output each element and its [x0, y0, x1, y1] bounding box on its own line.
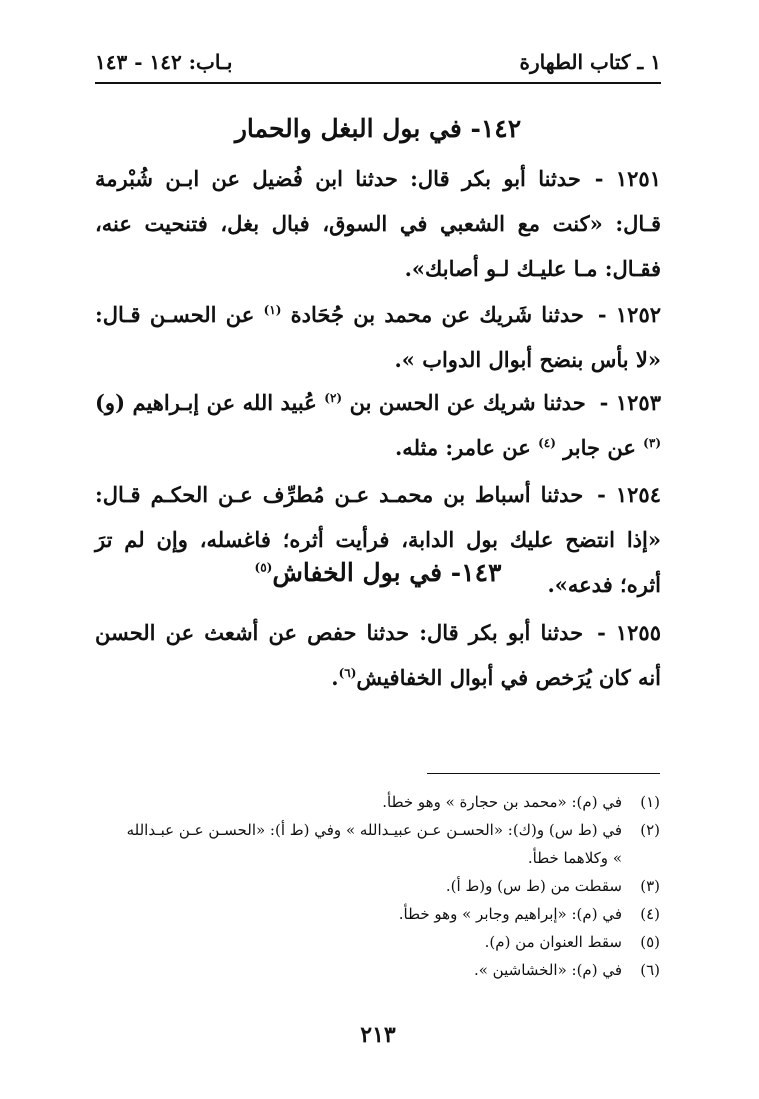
hadith-text: حدثنا شَريك عن محمد بن جُحَادة [290, 302, 584, 327]
chapter-range: بـاب: ١٤٢ - ١٤٣ [95, 50, 233, 74]
hadith-number: ١٢٥٤ - [597, 482, 661, 507]
hadith-number: ١٢٥٢ - [597, 302, 662, 327]
book-title: ١ ـ كتاب الطهارة [519, 50, 661, 74]
hadith-text: عن الحسـن قـال: «لا بأس بنضح أبوال الدواب ». [95, 302, 661, 372]
footnote-ref[interactable]: (٥) [254, 560, 273, 575]
footnote-ref[interactable]: (٤) [538, 436, 556, 450]
hadith-text: حدثنا أبو بكر قال: حدثنا ابن فُضيل عن ابـن شُبْرمة قـال: «كنت مع الشعبي في السوق، فبال بغل، فتنحيت عنه، فقـال: مـا عليـك لـو أصابك». [95, 166, 661, 281]
section-title-142 [95, 114, 661, 143]
footnote-2 [120, 816, 660, 872]
hadith-number: ١٢٥٥ - [597, 620, 661, 645]
hadith-1251 [95, 156, 661, 291]
footnote-ref[interactable]: (٢) [324, 391, 343, 405]
hadith-1252 [95, 292, 661, 382]
footnote-4 [120, 900, 660, 928]
footnote-3 [120, 872, 660, 900]
hadith-number: ١٢٥١ - [594, 166, 661, 191]
hadith-text: حدثنا شريك عن الحسن بن [349, 390, 586, 415]
hadith-text: حدثنا أسباط بن محمـد عـن مُطرِّف عـن الحكـم قـال: «إذا انتضح عليك بول الدابة، فرأيت أثره؛ فاغسله، وإن لم ترَ أثره؛ فدعه». [95, 482, 661, 597]
section-title-text: ١٤٢- في بول البغل والحمار [234, 114, 522, 143]
footnote-ref[interactable]: (٣) [643, 436, 661, 450]
footnote-number: (٦) [640, 961, 660, 979]
footnote-ref[interactable]: (٦) [338, 666, 357, 680]
running-header [95, 48, 661, 82]
hadith-number: ١٢٥٣ - [599, 390, 661, 415]
footnote-6 [120, 956, 660, 984]
hadith-text: عن عامر: مثله. [395, 435, 531, 460]
hadith-1255 [95, 610, 661, 700]
footnote-ref[interactable]: (١) [263, 303, 282, 317]
hadith-1253 [95, 380, 661, 470]
footnote-number: (٢) [640, 821, 660, 839]
footnote-text: في (ط س) و(ك): «الحسـن عـن عبيـدالله » وفي (ط أ): «الحسـن عـن عبـدالله » وكلاهما خطأ. [126, 821, 622, 867]
footnote-1 [120, 788, 660, 816]
footnote-text: سقطت من (ط س) و(ط أ). [445, 877, 622, 895]
header-rule [95, 82, 661, 84]
hadith-text: عُبيد الله عن إبـراهيم (و) [95, 390, 317, 415]
section-title-text: ١٤٣- في بول الخفاش [272, 558, 502, 587]
footnote-rule [427, 773, 660, 774]
footnote-text: سقط العنوان من (م). [484, 933, 622, 951]
footnotes [120, 788, 660, 984]
hadith-text: . [331, 665, 339, 690]
footnote-text: في (م): «إبراهيم وجابر » وهو خطأ. [398, 905, 622, 923]
footnote-5 [120, 928, 660, 956]
footnote-text: في (م): «الخشاشين ». [473, 961, 622, 979]
hadith-text: عن جابر [563, 435, 636, 460]
section-title-143 [95, 558, 661, 587]
hadith-text: حدثنا أبو بكر قال: حدثنا حفص عن أشعث عن الحسن أنه كان يُرَخص في أبوال الخفافيش [95, 620, 661, 690]
footnote-number: (١) [640, 793, 660, 811]
page-number: ٢١٣ [360, 1022, 396, 1048]
footnote-number: (٥) [640, 933, 660, 951]
footnote-number: (٣) [640, 877, 660, 895]
footnote-text: في (م): «محمد بن حجارة » وهو خطأ. [382, 793, 622, 811]
footnote-number: (٤) [640, 905, 660, 923]
